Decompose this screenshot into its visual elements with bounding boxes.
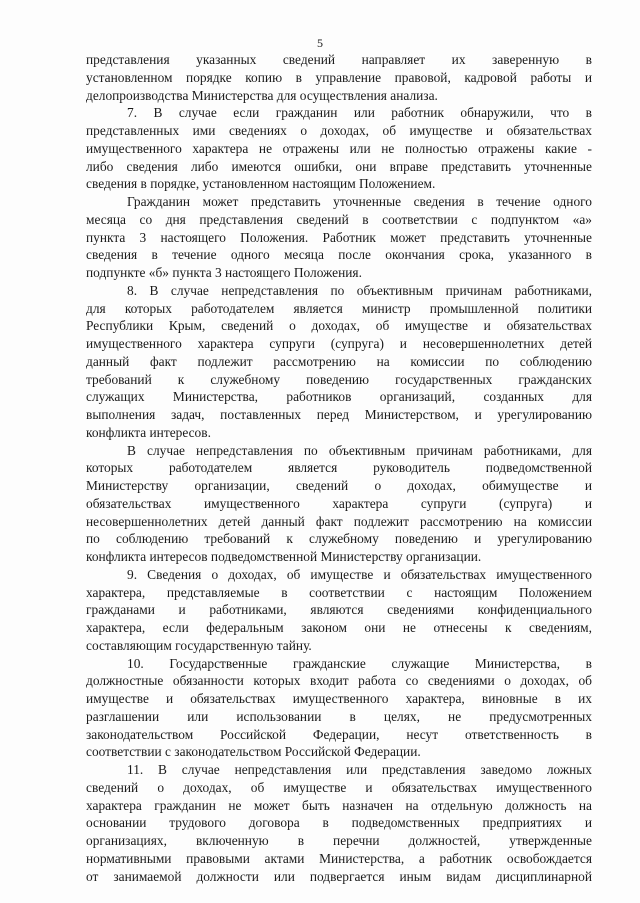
text-line: конфликта интересов. xyxy=(86,424,211,440)
text-line: для которых работодателем является министр промышленной политики xyxy=(86,300,592,316)
paragraph xyxy=(86,51,592,104)
paragraph xyxy=(86,104,592,193)
text-line: нормативными правовыми актами Министерства, а работник освобождается xyxy=(86,850,592,866)
text-line: имуществе и обязательствах имущественного характера, виновные в их xyxy=(86,691,592,706)
text-line: Министерству организации, сведений о доходах, обимуществе и xyxy=(86,478,592,493)
text-line: основании трудового договора в подведомственных предприятиях и xyxy=(86,815,592,831)
text-line: 9. Сведения о доходах, об имуществе и обязательствах имущественного xyxy=(127,566,592,582)
text-line: по соблюдению требований к служебному поведению и урегулированию xyxy=(86,531,592,547)
text-line: Гражданин может представить уточненные сведения в течение одного xyxy=(127,194,592,209)
text-line: гражданами и работниками, являются сведениями конфиденциального xyxy=(86,602,592,618)
text-line: сведения в порядке, установленном настоящим Положением. xyxy=(86,176,436,192)
paragraph xyxy=(86,442,592,566)
text-line: либо сведения либо имеются ошибки, они вправе представить уточненные xyxy=(86,158,592,174)
page-number: 5 xyxy=(317,36,323,50)
text-line: несовершеннолетних детей данный факт подлежит рассмотрению на комиссии xyxy=(86,513,592,529)
text-line: которых работодателем является руководитель подведомственной xyxy=(86,460,592,476)
text-line: составляющим государственную тайну. xyxy=(86,637,312,653)
text-line: обязательствах имущественного характера супруги (супруга) и xyxy=(86,495,592,511)
text-line: подпункте «б» пункта 3 настоящего Положения. xyxy=(86,265,362,280)
text-line: требований к служебному поведению государственных гражданских xyxy=(86,371,592,387)
text-line: месяца со дня представления сведений в соответствии с подпунктом «а» xyxy=(86,211,592,227)
text-line: представления указанных сведений направляет их заверенную в xyxy=(86,52,592,67)
text-line: характера, представляемые в соответствии с настоящим Положением xyxy=(86,584,592,600)
text-line: имущественного характера не отражены или не полностью отражены какие - xyxy=(86,140,592,156)
document-body xyxy=(86,51,592,885)
text-line: 10. Государственные гражданские служащие Министерства, в xyxy=(127,655,592,671)
text-line: характера, если федеральным законом они не отнесены к сведениям, xyxy=(86,620,592,635)
text-line: от занимаемой должности или подвергается иным видам дисциплинарной xyxy=(86,868,592,884)
paragraph xyxy=(86,761,592,885)
text-line: 8. В случае непредставления по объективным причинам работниками, xyxy=(127,282,592,298)
text-line: служащих Министерства, работников организаций, созданных для xyxy=(86,389,592,405)
text-line: установленном порядке копию в управление правовой, кадровой работы и xyxy=(86,69,592,85)
text-line: пункта 3 настоящего Положения. Работник может представить уточненные xyxy=(86,229,592,245)
text-line: организациях, включенную в перечни должностей, утвержденные xyxy=(86,833,592,848)
text-line: конфликта интересов подведомственной Министерству организации. xyxy=(86,549,482,564)
paragraph xyxy=(86,193,592,282)
text-line: 7. В случае если гражданин или работник обнаружили, что в xyxy=(127,105,592,121)
paragraph xyxy=(86,655,592,762)
text-line: делопроизводства Министерства для осуществления анализа. xyxy=(86,87,438,103)
text-line: законодательством Российской Федерации, несут ответственность в xyxy=(86,726,592,742)
text-line: В случае непредставления по объективным причинам работниками, для xyxy=(127,442,592,458)
text-line: представленных ими сведениях о доходах, об имуществе и обязательствах xyxy=(86,123,592,138)
text-line: выполнения задач, поставленных перед Министерством, и урегулированию xyxy=(86,407,592,422)
paragraph xyxy=(86,566,592,655)
paragraph xyxy=(86,282,592,442)
text-line: соответствии с законодательством Российской Федерации. xyxy=(86,744,421,760)
text-line: сведений о доходах, об имуществе и обязательствах имущественного xyxy=(86,779,592,795)
text-line: 11. В случае непредставления или представления заведомо ложных xyxy=(127,762,592,777)
text-line: характера гражданин не может быть назначен на отдельную должность на xyxy=(86,797,592,813)
text-line: сведения в течение одного месяца после окончания срока, указанного в xyxy=(86,247,592,263)
text-line: Республики Крым, сведений о доходах, об имуществе и обязательствах xyxy=(86,318,592,334)
text-line: данный факт подлежит рассмотрению на комиссии по соблюдению xyxy=(86,353,592,369)
text-line: разглашении или использовании в целях, не предусмотренных xyxy=(86,708,592,724)
text-line: имущественного характера супруги (супруга) и несовершеннолетних детей xyxy=(86,336,592,351)
text-line: должностные обязанности которых входит работа со сведениями о доходах, об xyxy=(86,673,592,689)
